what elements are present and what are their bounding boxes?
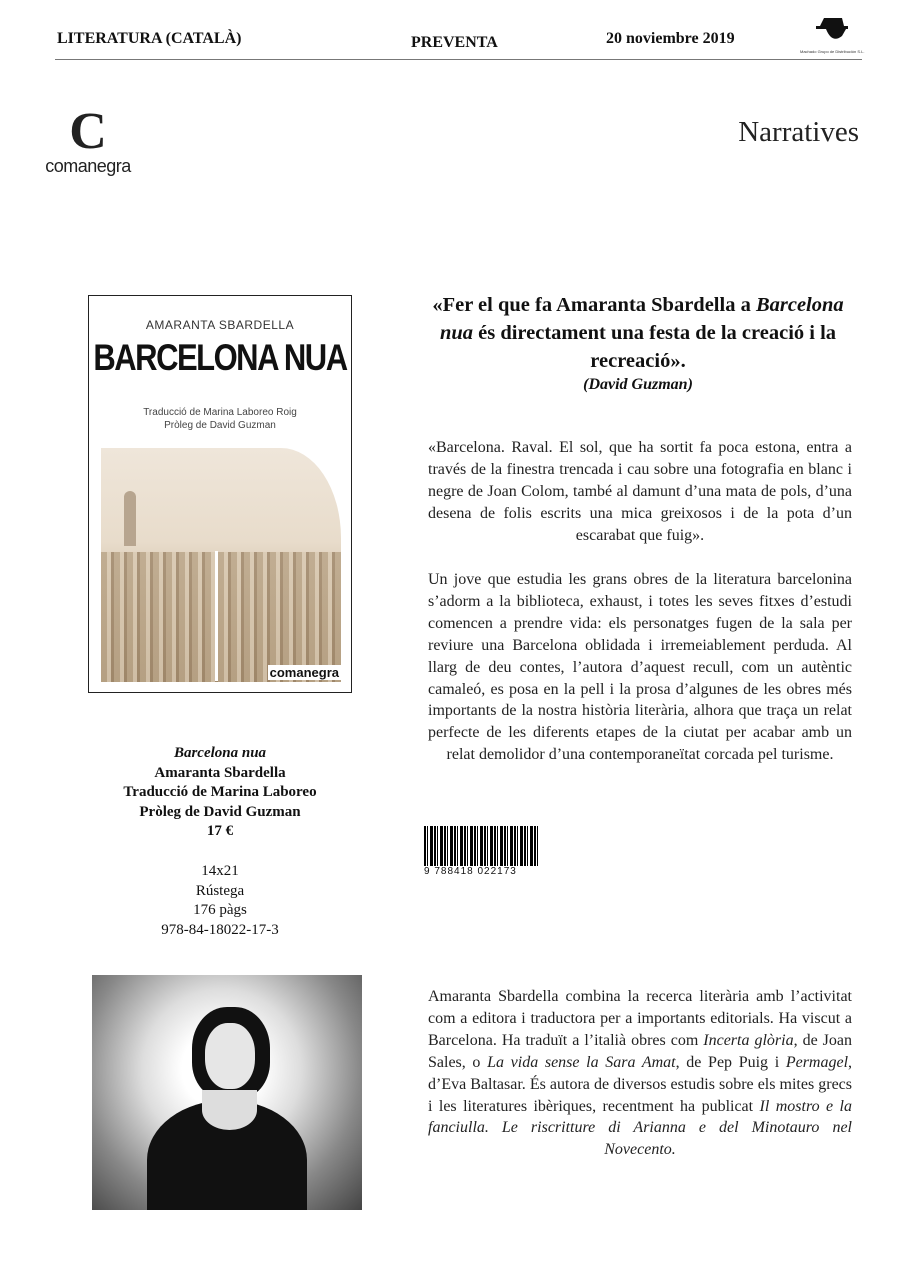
book-specs: 14x21 Rústega 176 pàgs 978-84-18022-17-3 [60,862,380,940]
category-label: LITERATURA (CATALÀ) [57,30,242,47]
publisher-logo: C comanegra [45,103,131,176]
barcode: 9 788418 022173 [424,826,540,877]
excerpt: «Barcelona. Raval. El sol, que ha sortit fa poca estona, entra a través de la finestra trencada i cau sobre una fotografia en blanc i negre de Joan Colom, també al damunt d’una mata de pols, d’una desena de folis escrits una mica greixosos i de la pota d’un escarabat que fuig». [428,439,852,544]
distributor-logo: Machado Grupo de Distribución S.L. [800,14,864,54]
price: 17 € [206,823,234,839]
synopsis: Un jove que estudia les grans obres de la literatura barcelonina s’adorm a la biblioteca, exhaust, i totes les seves fitxes d’estudi comencen a prendre vida: els personatges fugen de la sala per reviure una Barcelona oblidada i irremeiablement perduda. Al llarg de deu contes, l’autora d’aquest recull, com un autèntic camaleó, es posa en la pell i la prosa d’algunes de les obres més importants de la nostra història literària, alhora que traça un relat perfecte de les diferents etapes de la ciutat per acabar amb un relat demolidor d’una contemporaneïtat corcada pel turisme. [428,571,852,764]
book-details: Barcelona nua Amaranta Sbardella Traducció de Marina Laboreo Pròleg de David Guzman 17 € [60,744,380,842]
press-quote: «Fer el que fa Amaranta Sbardella a Barcelona nua és directament una festa de la creació i la recreació». (David Guzman) [432,294,844,393]
book-cover: AMARANTA SBARDELLA BARCELONA NUA Traducció de Marina Laboreo Roig Pròleg de David Guzman comanegra [88,295,352,693]
author-photo [92,975,362,1210]
hat-man-icon [812,14,852,44]
isbn: 978-84-18022-17-3 [161,921,279,938]
release-date: 20 noviembre 2019 [606,30,735,47]
collection-name: Narratives [738,116,859,148]
author-bio: Amaranta Sbardella combina la recerca literària amb l’activitat com a editora i traductora per a importants editorials. Ha viscut a Barcelona. Ha traduït a l’italià obres com Incerta glòria, de Joan Sales, o La vida sense la Sara Amat, de Pep Puig i Permagel, d’Eva Baltasar. És autora de diversos estudis sobre els mites grecs i les literatures ibèriques, recentment ha publicat Il mostro e la fanciulla. Le riscritture di Arianna e del Minotauro nel Novecento. [428,988,853,1159]
header-divider [55,59,862,60]
status-label: PREVENTA [411,34,498,51]
